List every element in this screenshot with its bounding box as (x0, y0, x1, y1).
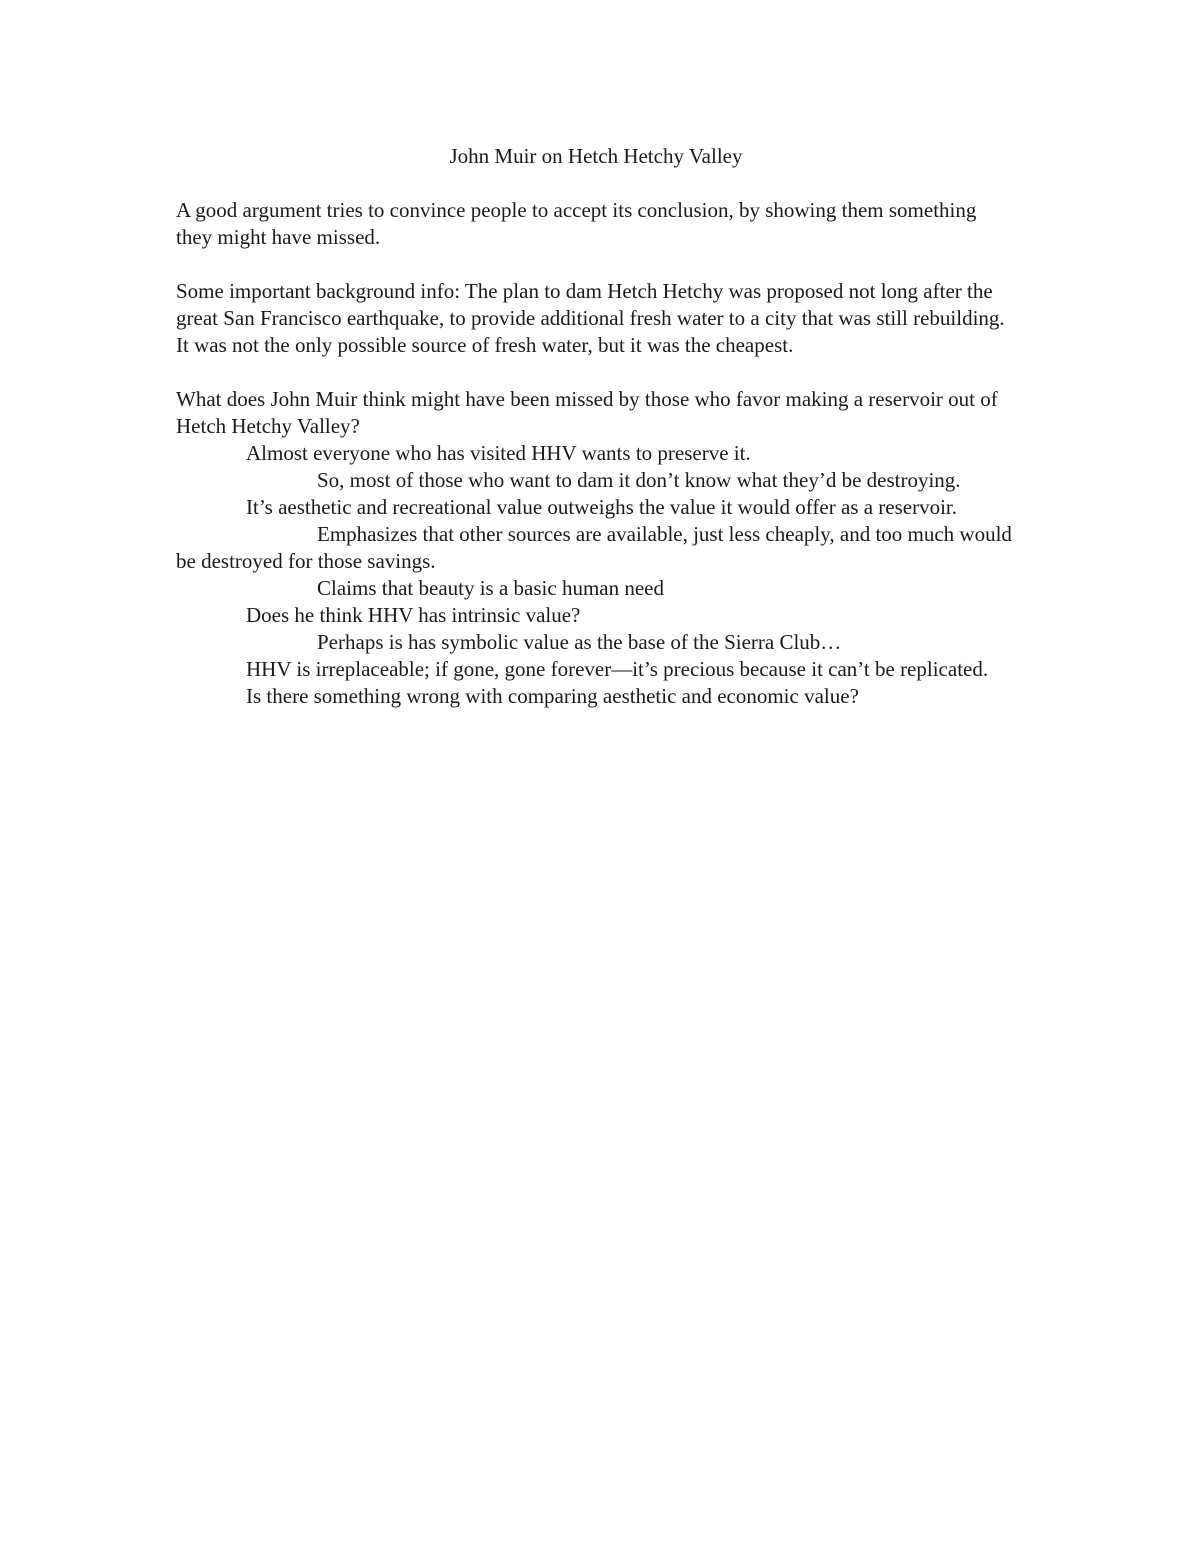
question-paragraph: What does John Muir think might have been missed by those who favor making a reservoir out of Hetch Hetchy Valley? (176, 387, 998, 438)
outline-subitem: Claims that beauty is a basic human need (317, 576, 664, 600)
intro-paragraph: A good argument tries to convince people to accept its conclusion, by showing them something they might have missed. (176, 198, 977, 249)
outline-subitem: Emphasizes that other sources are available, just less cheaply, and too much would be destroyed for those savings. (176, 522, 1012, 573)
outline-subitem: Perhaps is has symbolic value as the base of the Sierra Club… (317, 630, 842, 654)
outline-item: HHV is irreplaceable; if gone, gone forever—it’s precious because it can’t be replicated. (246, 657, 989, 681)
outline-item: It’s aesthetic and recreational value outweighs the value it would offer as a reservoir. (246, 495, 958, 519)
outline-subitem: So, most of those who want to dam it don’t know what they’d be destroying. (317, 468, 961, 492)
document-title: John Muir on Hetch Hetchy Valley (449, 144, 743, 168)
outline-item: Almost everyone who has visited HHV wants to preserve it. (246, 441, 751, 465)
background-paragraph: Some important background info: The plan to dam Hetch Hetchy was proposed not long after the great San Francisco earthquake, to provide additional fresh water to a city that was still rebuilding. It was not the only possible source of fresh water, but it was the cheapest. (176, 279, 1005, 357)
document-body (176, 143, 1016, 710)
outline-item: Is there something wrong with comparing aesthetic and economic value? (246, 684, 859, 708)
outline-item: Does he think HHV has intrinsic value? (246, 603, 581, 627)
